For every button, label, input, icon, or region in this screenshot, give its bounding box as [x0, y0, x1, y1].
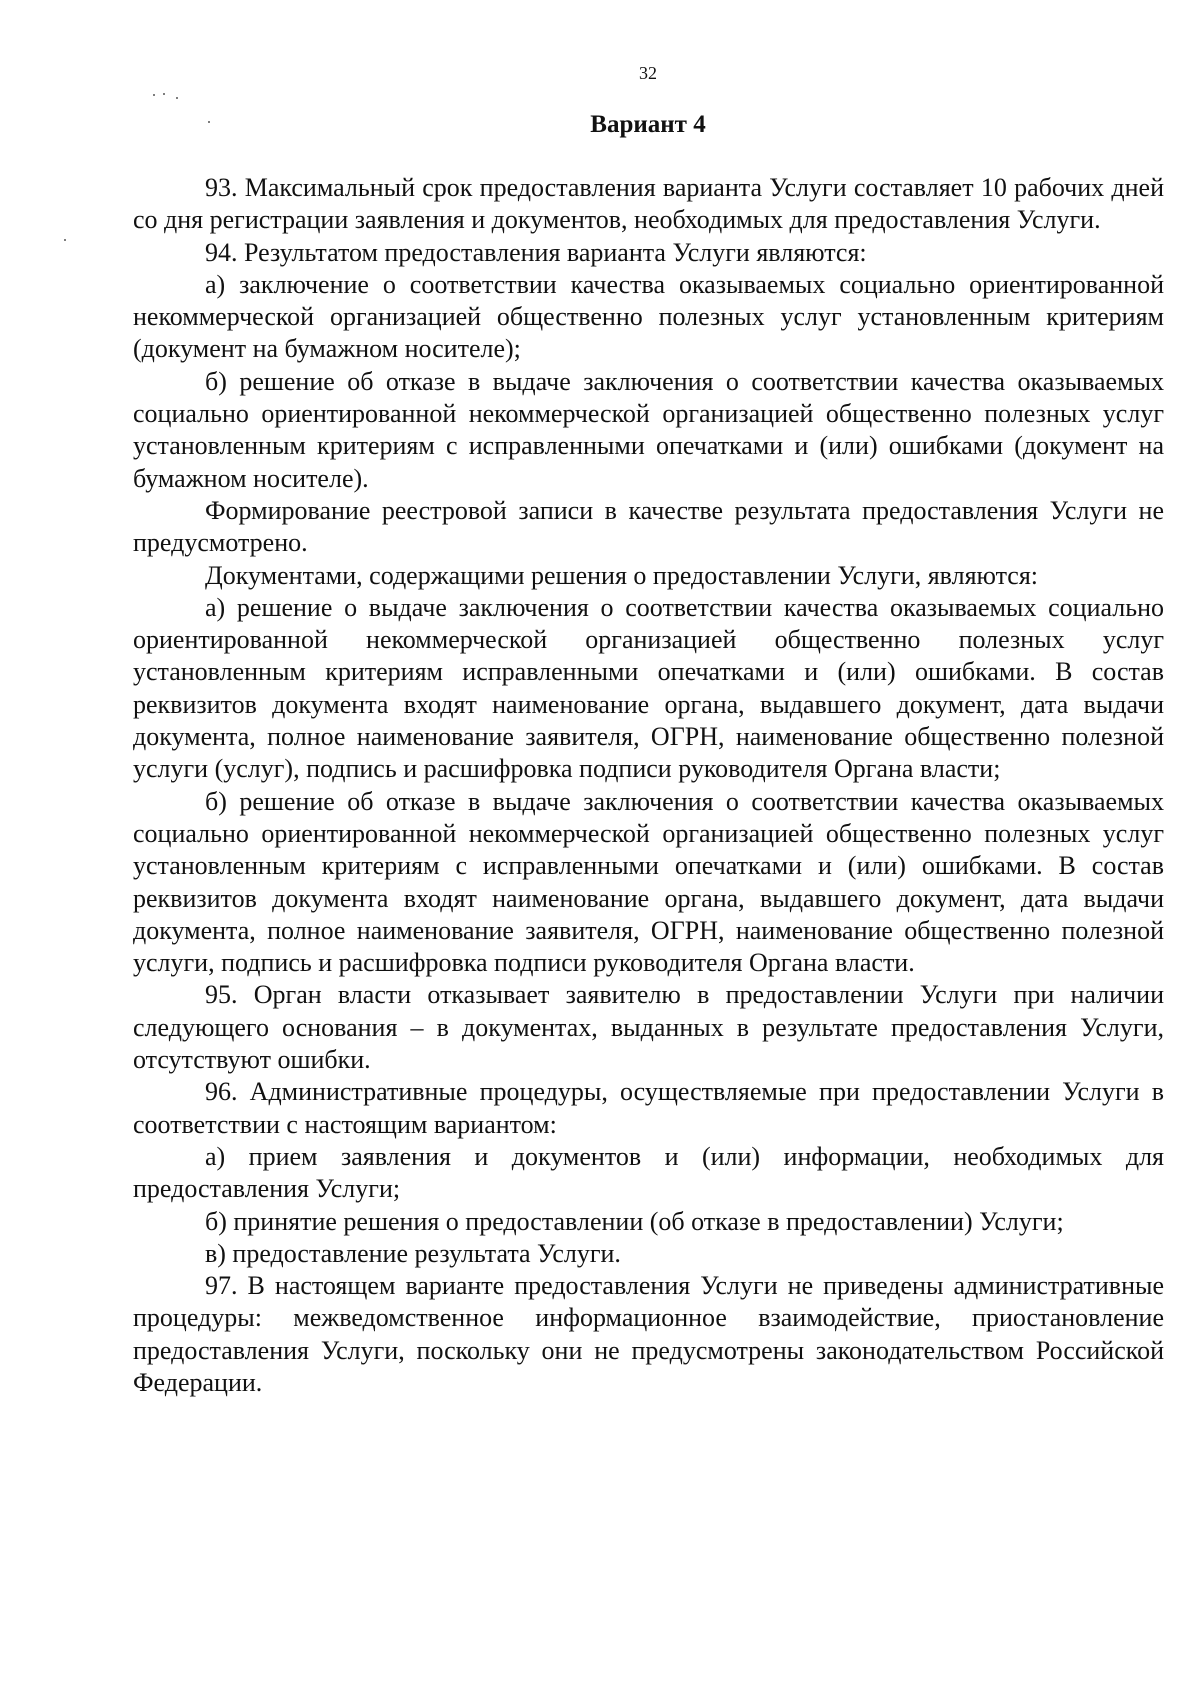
paragraph-96-item-c: в) предоставление результата Услуги.	[205, 1238, 621, 1268]
page-number: 32	[639, 63, 657, 83]
paragraph-96-item-b: б) принятие решения о предоставлении (об отказе в предоставлении) Услуги;	[205, 1206, 1064, 1236]
section-heading: Вариант 4	[590, 111, 706, 138]
paragraph-decision-documents: Документами, содержащими решения о предоставлении Услуги, являются:	[205, 560, 1039, 590]
scan-speck	[176, 97, 178, 99]
paragraph-94-item-b: б) решение об отказе в выдаче заключения о соответствии качества оказываемых социально ориентированной некоммерческой организацией общественно полезных услуг установленным критериям с исправленными опечатками и (или) ошибками (документ на бумажном носителе).	[133, 366, 1164, 493]
document-body	[133, 172, 1164, 1399]
scan-speck	[64, 239, 66, 241]
scan-speck	[163, 93, 165, 95]
scan-speck	[153, 94, 155, 96]
paragraph-94-item-a: а) заключение о соответствии качества оказываемых социально ориентированной некоммерческой организацией общественно полезных услуг установленным критериям (документ на бумажном носителе);	[133, 269, 1164, 364]
paragraph-97: 97. В настоящем варианте предоставления Услуги не приведены административные процедуры: межведомственное информационное взаимодействие, приостановление предоставления Услуги, поскольку они не предусмотрены законодательством Российской Федерации.	[133, 1271, 1164, 1397]
paragraph-93: 93. Максимальный срок предоставления варианта Услуги составляет 10 рабочих дней со дня регистрации заявления и документов, необходимых для предоставления Услуги.	[133, 173, 1164, 235]
paragraph-registry-record: Формирование реестровой записи в качестве результата предоставления Услуги не предусмотрено.	[133, 495, 1164, 558]
scan-speck	[208, 121, 210, 123]
paragraph-decision-item-b: б) решение об отказе в выдаче заключения о соответствии качества оказываемых социально ориентированной некоммерческой организацией общественно полезных услуг установленным критериям с исправленными опечатками и (или) ошибками. В состав реквизитов документа входят наименование органа, выдавшего документ, дата выдачи документа, полное наименование заявителя, ОГРН, наименование общественно полезной услуги, подпись и расшифровка подписи руководителя Органа власти.	[133, 786, 1164, 978]
paragraph-94: 94. Результатом предоставления варианта Услуги являются:	[205, 237, 867, 267]
paragraph-decision-item-a: а) решение о выдаче заключения о соответствии качества оказываемых социально ориентированной некоммерческой организацией общественно полезных услуг установленным критериям исправленными опечатками и (или) ошибками. В состав реквизитов документа входят наименование органа, выдавшего документ, дата выдачи документа, полное наименование заявителя, ОГРН, наименование общественно полезной услуги (услуг), подпись и расшифровка подписи руководителя Органа власти;	[133, 592, 1164, 784]
paragraph-95: 95. Орган власти отказывает заявителю в предоставлении Услуги при наличии следующего основания – в документах, выданных в результате предоставления Услуги, отсутствуют ошибки.	[133, 980, 1164, 1075]
paragraph-96: 96. Административные процедуры, осуществляемые при предоставлении Услуги в соответствии с настоящим вариантом:	[133, 1077, 1164, 1139]
paragraph-96-item-a: а) прием заявления и документов и (или) информации, необходимых для предоставления Услуги;	[133, 1141, 1164, 1204]
